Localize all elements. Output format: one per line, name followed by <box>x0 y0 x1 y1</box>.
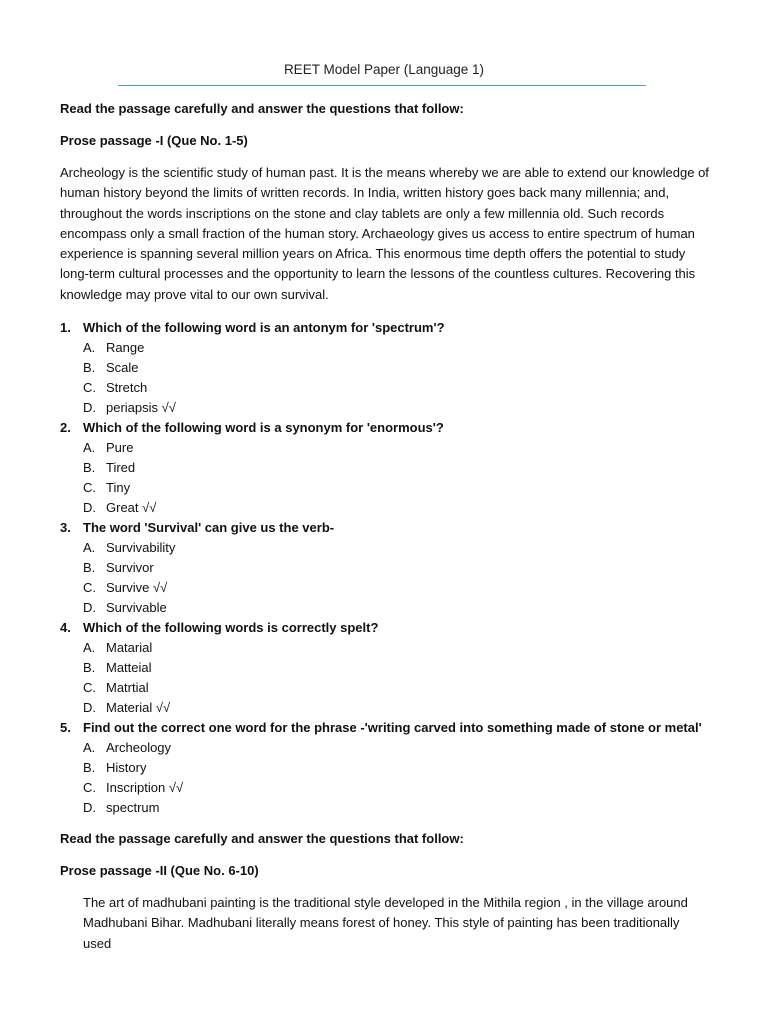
question-row <box>60 718 740 738</box>
option-letter: C. <box>83 680 96 695</box>
question-number: 4. <box>60 620 71 635</box>
option-item <box>83 398 740 418</box>
option-list <box>60 538 740 618</box>
option-item <box>83 758 740 778</box>
option-letter: C. <box>83 580 96 595</box>
option-text: spectrum <box>106 800 160 815</box>
section2-passage: The art of madhubani painting is the traditional style developed in the Mithila region , in the village around Madhubani Bihar. Madhubani literally means forest of honey. This style of painting has been traditionally used <box>83 895 688 951</box>
question-number: 1. <box>60 320 71 335</box>
question-text: Which of the following words is correctly spelt? <box>83 620 379 635</box>
question-text: Which of the following word is a synonym for 'enormous'? <box>83 420 444 435</box>
option-letter: D. <box>83 500 96 515</box>
option-text: Great √√ <box>106 500 157 515</box>
question-row <box>60 318 740 338</box>
option-item <box>83 538 740 558</box>
option-item <box>83 798 740 818</box>
question-row <box>60 618 740 638</box>
option-item <box>83 598 740 618</box>
option-list <box>60 338 740 418</box>
option-text: Scale <box>106 360 139 375</box>
option-letter: B. <box>83 360 96 375</box>
option-item <box>83 678 740 698</box>
option-letter: B. <box>83 460 96 475</box>
option-letter: B. <box>83 760 96 775</box>
option-item <box>83 558 740 578</box>
question-number: 3. <box>60 520 71 535</box>
section1-instruction: Read the passage carefully and answer the questions that follow: <box>60 101 464 116</box>
section2-instruction: Read the passage carefully and answer the questions that follow: <box>60 831 464 846</box>
option-text: Survivability <box>106 540 176 555</box>
option-text: Tired <box>106 460 136 475</box>
option-item <box>83 498 740 518</box>
option-letter: B. <box>83 560 96 575</box>
option-item <box>83 458 740 478</box>
option-text: Matrtial <box>106 680 149 695</box>
option-item <box>83 338 740 358</box>
option-item <box>83 578 740 598</box>
document-title: REET Model Paper (Language 1) <box>283 62 485 77</box>
question-text: The word 'Survival' can give us the verb- <box>83 520 335 535</box>
option-item <box>83 638 740 658</box>
option-item <box>83 738 740 758</box>
option-item <box>83 478 740 498</box>
option-letter: D. <box>83 600 96 615</box>
option-list <box>60 638 740 718</box>
option-letter: C. <box>83 780 96 795</box>
question-row <box>60 518 740 538</box>
option-letter: D. <box>83 400 96 415</box>
question-item <box>60 418 740 518</box>
option-letter: D. <box>83 800 96 815</box>
question-text: Which of the following word is an antonym for 'spectrum'? <box>83 320 445 335</box>
option-text: Stretch <box>106 380 148 395</box>
option-text: Pure <box>106 440 134 455</box>
option-item <box>83 778 740 798</box>
question-item <box>60 518 740 618</box>
option-text: Material √√ <box>106 700 171 715</box>
option-letter: A. <box>83 540 96 555</box>
option-text: Inscription √√ <box>106 780 184 795</box>
option-text: Matteial <box>106 660 152 675</box>
question-list <box>60 318 740 818</box>
option-text: Survivor <box>106 560 154 575</box>
section1-passage: Archeology is the scientific study of human past. It is the means whereby we are able to extend our knowledge of human history beyond the limits of written records. In India, written history goes back many millennia; and, throughout the words inscriptions on the stone and clay tablets are only a few millennia old. Such records encompass only a small fraction of the human story. Archaeology gives us access to entire spectrum of human experience is spanning several million years on Africa. This enormous time depth offers the potential to study long-term cultural processes and the opportunity to learn the lessons of the countless cultures. Recovering this knowledge may prove vital to our own survival. <box>60 165 709 302</box>
option-text: periapsis √√ <box>106 400 176 415</box>
option-item <box>83 658 740 678</box>
option-item <box>83 438 740 458</box>
option-letter: D. <box>83 700 96 715</box>
option-letter: A. <box>83 640 96 655</box>
question-number: 5. <box>60 720 71 735</box>
option-text: Tiny <box>106 480 131 495</box>
title-underline <box>118 85 646 86</box>
option-text: Range <box>106 340 145 355</box>
question-item <box>60 718 740 818</box>
section1-heading: Prose passage -I (Que No. 1-5) <box>60 133 248 148</box>
question-item <box>60 318 740 418</box>
option-letter: C. <box>83 480 96 495</box>
option-text: Archeology <box>106 740 172 755</box>
option-text: Survive √√ <box>106 580 168 595</box>
option-text: Matarial <box>106 640 153 655</box>
question-item <box>60 618 740 718</box>
option-letter: A. <box>83 740 96 755</box>
option-item <box>83 698 740 718</box>
option-text: History <box>106 760 147 775</box>
option-item <box>83 378 740 398</box>
option-text: Survivable <box>106 600 167 615</box>
section2-heading: Prose passage -II (Que No. 6-10) <box>60 863 259 878</box>
option-letter: B. <box>83 660 96 675</box>
option-letter: C. <box>83 380 96 395</box>
option-letter: A. <box>83 340 96 355</box>
question-row <box>60 418 740 438</box>
option-item <box>83 358 740 378</box>
option-list <box>60 738 740 818</box>
question-number: 2. <box>60 420 71 435</box>
option-list <box>60 438 740 518</box>
option-letter: A. <box>83 440 96 455</box>
question-text: Find out the correct one word for the phrase -'writing carved into something made of stone or metal' <box>83 720 702 735</box>
